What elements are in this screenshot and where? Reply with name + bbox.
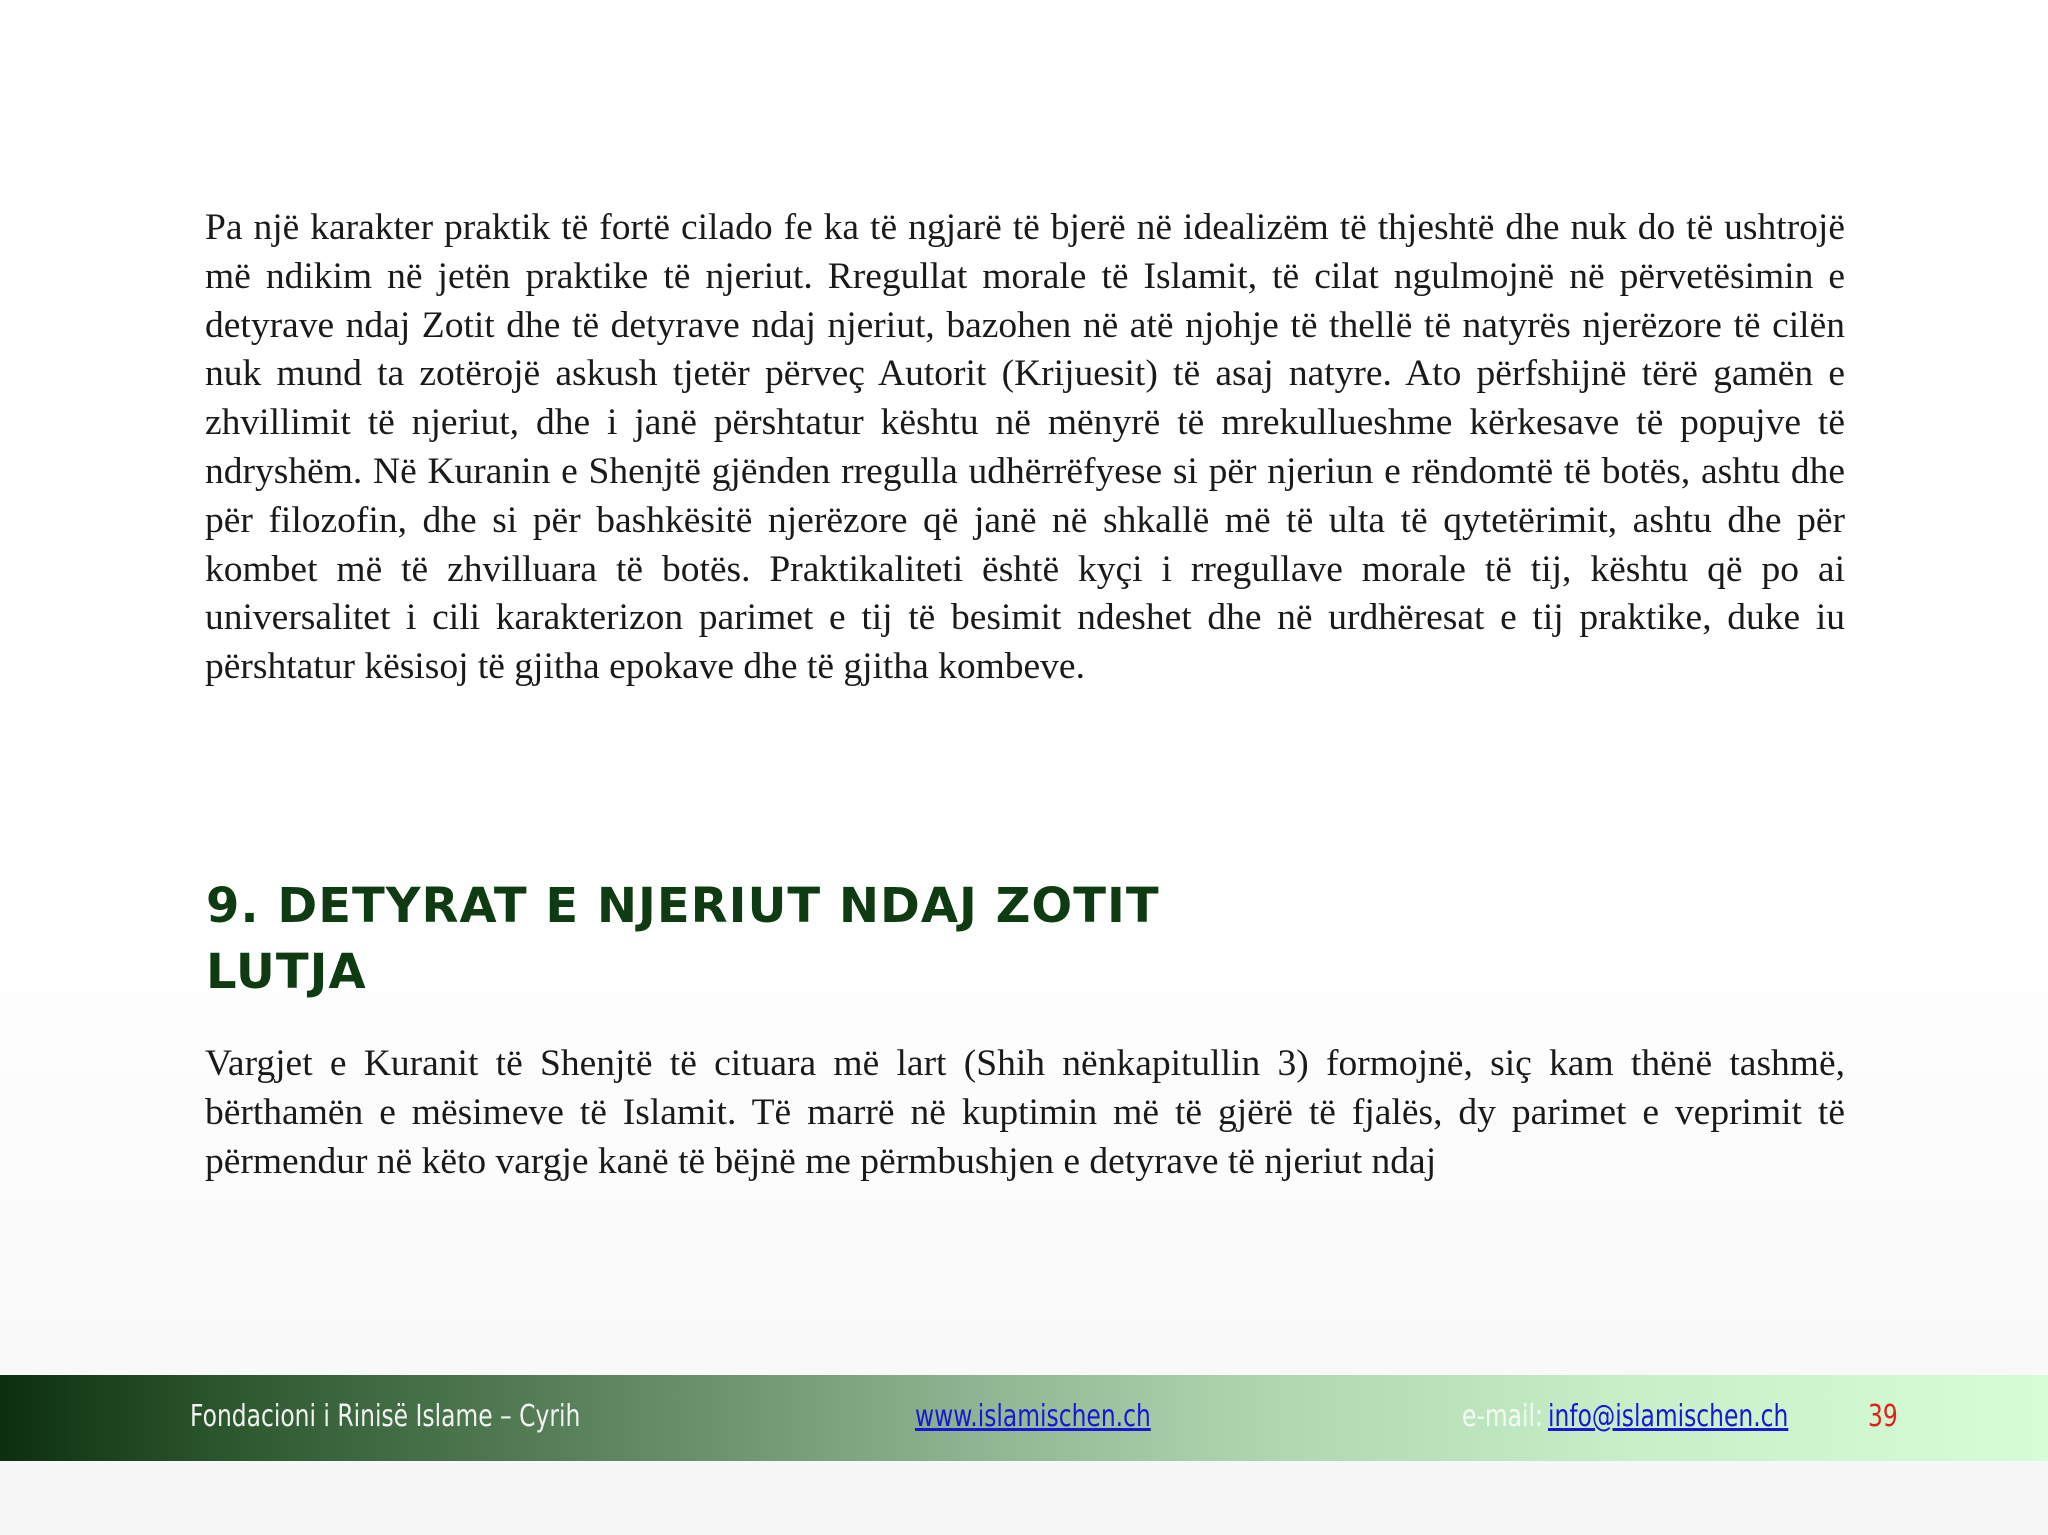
- section-heading-title: 9. DETYRAT E NJERIUT NDAJ ZOTIT: [206, 878, 1160, 934]
- footer-organization: Fondacioni i Rinisë Islame – Cyrih: [190, 1399, 581, 1434]
- body-paragraph: Vargjet e Kuranit të Shenjtë të cituara më lart (Shih nënkapitullin 3) formojnë, siç kam thënë tashmë, bërthamën e mësimeve të Islamit. Të marrë në kuptimin më të gjërë të fjalës, dy parimet e veprimit të përmendur në këto vargje kanë të bëjnë me përmbushjen e detyrave të njeriut ndaj: [205, 1043, 1845, 1182]
- footer-email-link[interactable]: info@islamischen.ch: [1548, 1399, 1789, 1434]
- section-heading: [206, 873, 1160, 1005]
- footer-email-label: e-mail:: [1462, 1399, 1543, 1434]
- footer-website-link[interactable]: www.islamischen.ch: [915, 1399, 1151, 1434]
- page-footer: [0, 1375, 2048, 1461]
- body-paragraph: Pa një karakter praktik të fortë cilado fe ka të ngjarë të bjerë në idealizëm të thjeshtë dhe nuk do të ushtrojë më ndikim në jetën praktike të njeriut. Rregullat morale të Islamit, të cilat ngulmojnë në përvetësimin e detyrave ndaj Zotit dhe të detyrave ndaj njeriut, bazohen në atë njohje të thellë të natyrës njerëzore të cilën nuk mund ta zotërojë askush tjetër përveç Autorit (Krijuesit) të asaj natyre. Ato përfshijnë tërë gamën e zhvillimit të njeriut, dhe i janë përshtatur kështu në mënyrë të mrekullueshme kërkesave të popujve të ndryshëm. Në Kuranin e Shenjtë gjënden rregulla udhërrëfyese si për njeriun e rëndomtë të botës, ashtu dhe për filozofin, dhe si për bashkësitë njerëzore që janë në shkallë më të ulta të qytetërimit, ashtu dhe për kombet më të zhvilluara të botës. Praktikaliteti është kyçi i rregullave morale të tij, kështu që po ai universalitet i cili karakterizon parimet e tij të besimit ndeshet dhe në urdhëresat e tij praktike, duke iu përshtatur kësisoj të gjitha epokave dhe të gjitha kombeve.: [205, 207, 1845, 688]
- section-heading-subtitle: LUTJA: [206, 944, 367, 1000]
- page-number: 39: [1868, 1399, 1898, 1434]
